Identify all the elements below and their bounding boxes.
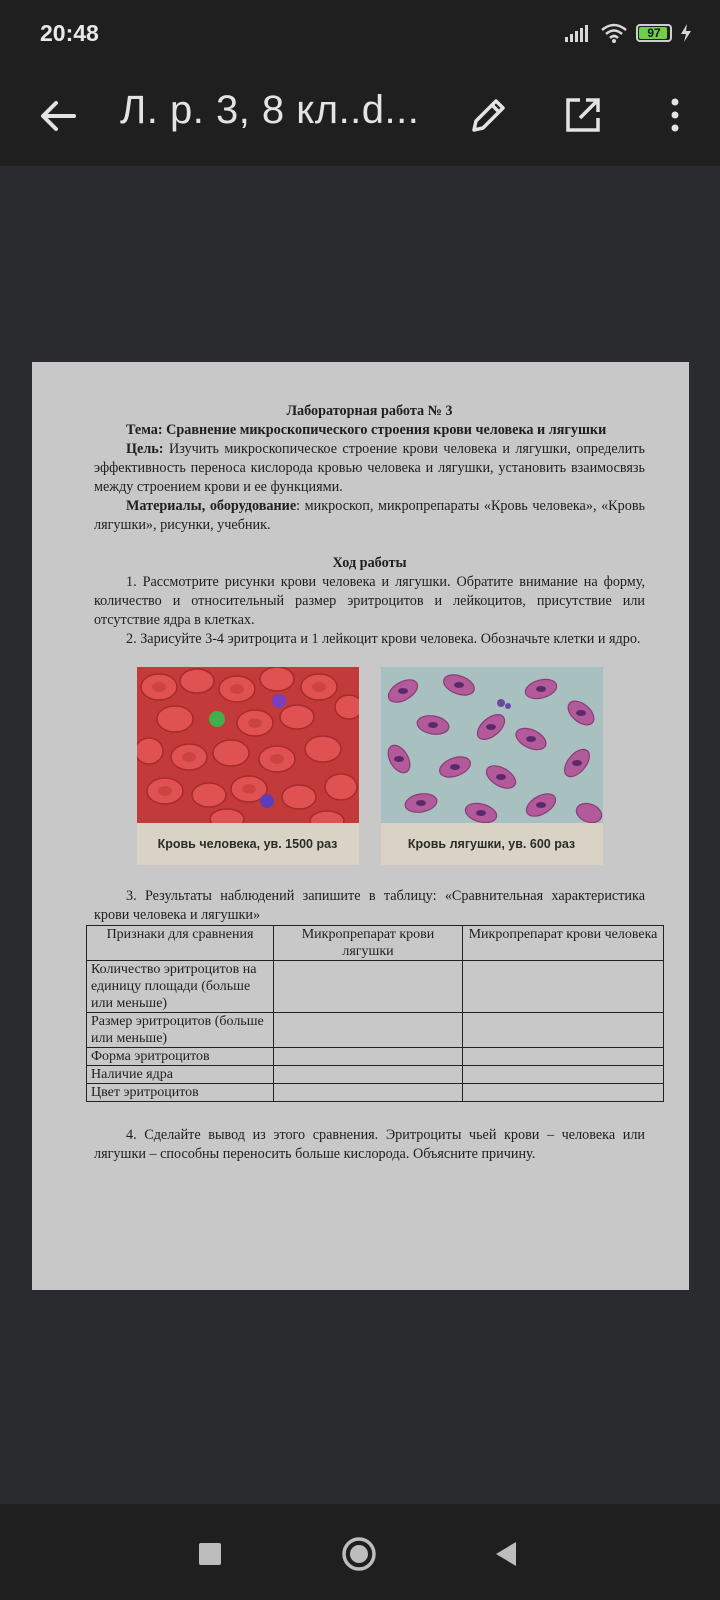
doc-goal [94,440,645,497]
back-arrow-icon[interactable] [36,94,80,138]
materials-label: Материалы, оборудование [126,498,297,514]
table-cell [463,1048,664,1066]
table-cell [274,1013,463,1048]
wifi-icon [600,22,628,44]
procedure-heading: Ход работы [332,555,407,571]
recents-square-icon[interactable] [198,1542,222,1566]
doc-theme [94,421,645,440]
materials-text: : микроскоп, микропрепараты «Кровь человека», «Кровь лягушки», рисунки, учебник. [94,498,645,533]
battery-indicator [636,24,672,42]
step-4: 4. Сделайте вывод из этого сравнения. Эритроциты чьей крови – человека или лягушки – способны переносить больше кислорода. Объясните причину. [94,1127,645,1162]
table-cell: Цвет эритроцитов [87,1084,274,1102]
open-external-icon[interactable] [560,92,606,138]
figures-row [94,667,645,865]
signal-icon [564,24,592,42]
figure-human-caption: Кровь человека, ув. 1500 раз [137,823,359,865]
home-circle-icon[interactable] [341,1536,377,1572]
table-header: Микропрепарат крови лягушки [274,926,463,961]
table-row [87,1013,664,1048]
status-icons [564,22,692,44]
table-row [87,961,664,1013]
document-page [32,362,689,1290]
table-row [87,1048,664,1066]
frog-blood-image [381,667,603,827]
figure-frog-blood [381,667,603,865]
more-vert-icon[interactable] [652,92,698,138]
step-1: 1. Рассмотрите рисунки крови человека и лягушки. Обратите внимание на форму, количество и относительный размер эритроцитов и лейкоцитов, присутствие или отсутствие ядра в клетках. [94,574,645,628]
table-cell [463,1013,664,1048]
system-nav-bar [0,1504,720,1600]
table-row [87,1066,664,1084]
doc-materials [94,497,645,535]
battery-level: 97 [647,26,661,40]
table-cell [463,961,664,1013]
table-cell [463,1084,664,1102]
theme-label: Тема: [126,422,163,438]
document-title: Л. р. 3, 8 кл..d... [120,88,420,132]
status-time: 20:48 [40,20,99,46]
table-cell: Количество эритроцитов на единицу площади (больше или меньше) [87,961,274,1013]
table-cell: Наличие ядра [87,1066,274,1084]
table-row [87,1084,664,1102]
table-header: Микропрепарат крови человека [463,926,664,961]
table-cell: Размер эритроцитов (больше или меньше) [87,1013,274,1048]
app-toolbar [0,70,720,166]
table-cell: Форма эритроцитов [87,1048,274,1066]
doc-heading: Лабораторная работа № 3 [286,403,453,419]
theme-text: Сравнение микроскопического строения крови человека и лягушки [162,422,607,438]
table-cell [274,1066,463,1084]
goal-label: Цель: [126,441,164,457]
table-header: Признаки для сравнения [87,926,274,961]
status-bar [0,0,720,70]
figure-human-blood [137,667,359,865]
figure-frog-caption: Кровь лягушки, ув. 600 раз [381,823,603,865]
table-header-row [87,926,664,961]
table-cell [274,1048,463,1066]
table-cell [274,1084,463,1102]
step-3: 3. Результаты наблюдений запишите в таблицу: «Сравнительная характеристика крови человека и лягушки» [94,888,645,923]
charging-icon [680,24,692,42]
table-cell [463,1066,664,1084]
step-2: 2. Зарисуйте 3-4 эритроцита и 1 лейкоцит крови человека. Обозначьте клетки и ядро. [126,631,641,647]
edit-pencil-icon[interactable] [466,92,512,138]
table-cell [274,961,463,1013]
human-blood-image [137,667,359,827]
goal-text: Изучить микроскопическое строение крови человека и лягушки, определить эффективность переноса кислорода кровью человека и лягушки, установить взаимосвязь между строением крови и ее функциями. [94,441,645,495]
back-triangle-icon[interactable] [494,1541,518,1567]
comparison-table [86,925,664,1102]
